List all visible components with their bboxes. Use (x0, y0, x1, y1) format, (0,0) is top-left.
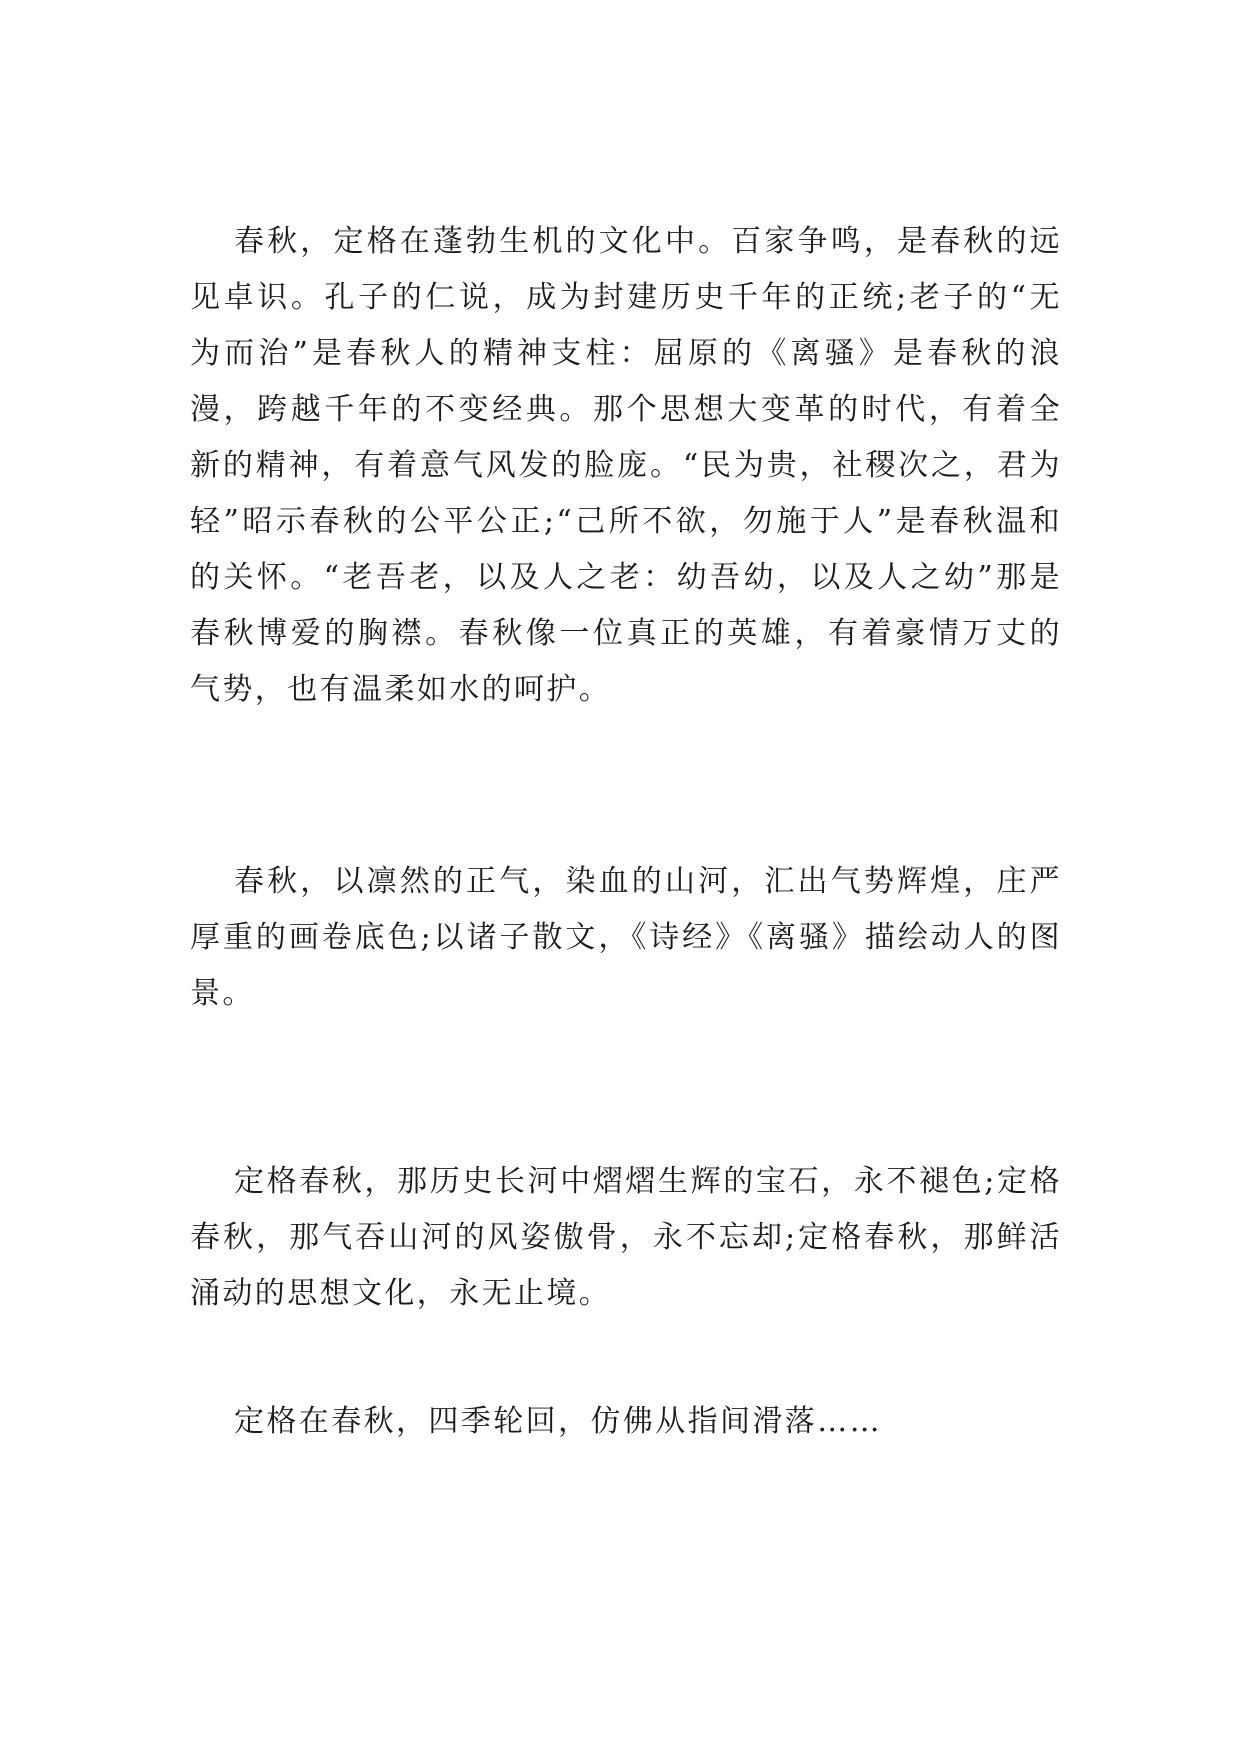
paragraph-2: 春秋，以凛然的正气，染血的山河，汇出气势辉煌，庄严厚重的画卷底色;以诸子散文，《诗经》《离骚》描绘动人的图景。 (190, 864, 1062, 1011)
paragraph-4: 定格在春秋，四季轮回，仿佛从指间滑落…… (234, 1404, 882, 1439)
paragraph-1: 春秋，定格在蓬勃生机的文化中。百家争鸣，是春秋的远见卓识。孔子的仁说，成为封建历史千年的正统;老子的“无为而治”是春秋人的精神支柱：屈原的《离骚》是春秋的浪漫，跨越千年的不变经典。那个思想大变革的时代，有着全新的精神，有着意气风发的脸庞。“民为贵，社稷次之，君为轻”昭示春秋的公平公正;“己所不欲，勿施于人”是春秋温和的关怀。“老吾老，以及人之老：幼吾幼，以及人之幼”那是春秋博爱的胸襟。春秋像一位真正的英雄，有着豪情万丈的气势，也有温柔如水的呵护。 (190, 224, 1062, 707)
paragraph-3: 定格春秋，那历史长河中熠熠生辉的宝石，永不褪色;定格春秋，那气吞山河的风姿傲骨，永不忘却;定格春秋，那鲜活涌动的思想文化，永无止境。 (190, 1164, 1062, 1311)
